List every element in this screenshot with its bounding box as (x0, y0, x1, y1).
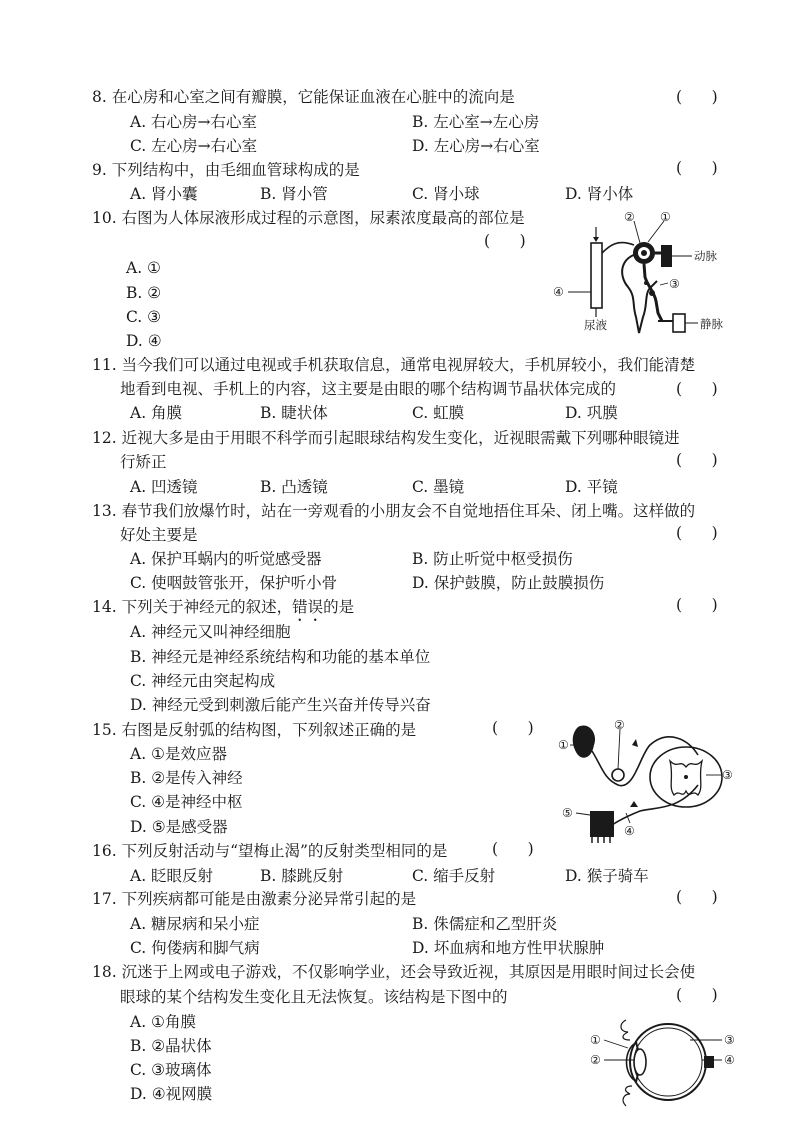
q13-stem-line1: 13. 春节我们放爆竹时，站在一旁观看的小朋友会不自觉地捂住耳朵、闭上嘴。这样做的 (92, 502, 696, 520)
q15-option-d: D. ⑤是感受器 (130, 818, 228, 836)
q11-option-d: D. 巩膜 (565, 404, 618, 422)
eyeball-diagram (590, 1014, 740, 1114)
q11-answer-blank: ( ) (676, 380, 718, 398)
q17-stem: 17. 下列疾病都可能是由激素分泌异常引起的是 (92, 890, 417, 908)
q13-option-b: B. 防止听觉中枢受损伤 (412, 550, 573, 568)
q12-option-c: C. 墨镜 (412, 478, 465, 496)
q14-stem: 14. 下列关于神经元的叙述，错误的是 (92, 598, 355, 616)
q13-stem-line2: 好处主要是 (120, 526, 198, 544)
q10-stem: 10. 右图为人体尿液形成过程的示意图，尿素浓度最高的部位是 (92, 209, 525, 227)
nephron-label-vein: 静脉 (700, 317, 723, 331)
q15-stem: 15. 右图是反射弧的结构图，下列叙述正确的是 (92, 721, 417, 739)
q18-answer-blank: ( ) (676, 986, 718, 1004)
q12-answer-blank: ( ) (676, 451, 718, 469)
q16-option-d: D. 猴子骑车 (565, 867, 649, 885)
q16-option-a: A. 眨眼反射 (130, 867, 214, 885)
q16-option-b: B. 膝跳反射 (260, 867, 344, 885)
reflex-label-4: ④ (624, 824, 635, 838)
q13-option-c: C. 使咽鼓管张开，保护听小骨 (130, 574, 338, 592)
q18-option-c: C. ③玻璃体 (130, 1061, 212, 1079)
eye-label-3: ③ (724, 1033, 735, 1047)
q11-stem-line1: 11. 当今我们可以通过电视或手机获取信息，通常电视屏较大，手机屏较小，我们能清楚 (92, 356, 696, 374)
nephron-diagram (548, 205, 738, 345)
q11-option-a: A. 角膜 (130, 404, 183, 422)
q17-option-c: C. 佝偻病和脚气病 (130, 939, 260, 957)
nephron-label-1: ① (660, 210, 671, 224)
q10-answer-blank: ( ) (484, 232, 526, 250)
nephron-label-3: ③ (669, 277, 680, 291)
q12-option-a: A. 凹透镜 (130, 478, 198, 496)
q18-stem-line2: 眼球的某个结构发生变化且无法恢复。该结构是下图中的 (120, 988, 508, 1006)
nephron-label-2: ② (624, 210, 635, 224)
q8-option-c: C. 左心房→右心室 (130, 137, 258, 155)
q9-option-c: C. 肾小球 (412, 185, 480, 203)
q12-option-d: D. 平镜 (565, 478, 618, 496)
eye-label-2: ② (590, 1053, 601, 1067)
q17-option-d: D. 坏血病和地方性甲状腺肿 (412, 939, 605, 957)
q18-option-b: B. ②晶状体 (130, 1037, 212, 1055)
q9-option-a: A. 肾小囊 (130, 185, 198, 203)
q8-option-b: B. 左心室→左心房 (412, 113, 540, 131)
nephron-label-4: ④ (553, 285, 564, 299)
q14-option-c: C. 神经元由突起构成 (130, 672, 276, 690)
q13-option-d: D. 保护鼓膜，防止鼓膜损伤 (412, 574, 605, 592)
q15-option-b: B. ②是传入神经 (130, 769, 243, 787)
q13-answer-blank: ( ) (676, 524, 718, 542)
q16-stem: 16. 下列反射活动与“望梅止渴”的反射类型相同的是 (92, 842, 448, 860)
q12-option-b: B. 凸透镜 (260, 478, 328, 496)
nephron-label-urine: 尿液 (584, 318, 607, 332)
q12-stem-line1: 12. 近视大多是由于用眼不科学而引起眼球结构发生变化，近视眼需戴下列哪种眼镜进 (92, 429, 680, 447)
reflex-arc-diagram (558, 715, 738, 845)
q12-stem-line2: 行矫正 (120, 453, 167, 471)
eye-label-4: ④ (724, 1053, 735, 1067)
reflex-label-3: ③ (722, 768, 733, 782)
q14-option-d: D. 神经元受到刺激后能产生兴奋并传导兴奋 (130, 696, 431, 714)
q8-answer-blank: ( ) (676, 88, 718, 106)
q15-option-c: C. ④是神经中枢 (130, 793, 243, 811)
q8-stem: 8. 在心房和心室之间有瓣膜，它能保证血液在心脏中的流向是 (92, 88, 515, 106)
q9-option-d: D. 肾小体 (565, 185, 634, 203)
q10-option-a: A. ① (126, 259, 161, 277)
q8-option-a: A. 右心房→右心室 (130, 113, 258, 131)
q17-option-a: A. 糖尿病和呆小症 (130, 915, 260, 933)
q18-option-d: D. ④视网膜 (130, 1085, 213, 1103)
q11-option-b: B. 睫状体 (260, 404, 328, 422)
reflex-label-2: ② (614, 718, 625, 732)
q14-option-b: B. 神经元是神经系统结构和功能的基本单位 (130, 648, 431, 666)
q8-option-d: D. 左心房→右心室 (412, 137, 540, 155)
q10-option-b: B. ② (126, 284, 162, 302)
q15-answer-blank: ( ) (492, 719, 534, 737)
reflex-label-5: ⑤ (562, 806, 573, 820)
q10-option-c: C. ③ (126, 308, 162, 326)
nephron-label-artery: 动脉 (694, 249, 717, 263)
q14-option-a: A. 神经元又叫神经细胞 (130, 623, 291, 641)
q11-stem-line2: 地看到电视、手机上的内容，这主要是由眼的哪个结构调节晶状体完成的 (120, 380, 617, 398)
q9-option-b: B. 肾小管 (260, 185, 328, 203)
q10-option-d: D. ④ (126, 332, 162, 350)
q14-answer-blank: ( ) (676, 596, 718, 614)
q15-option-a: A. ①是效应器 (130, 745, 227, 763)
q18-option-a: A. ①角膜 (130, 1013, 196, 1031)
q17-answer-blank: ( ) (676, 888, 718, 906)
q9-stem: 9. 下列结构中，由毛细血管球构成的是 (92, 161, 360, 179)
reflex-label-1: ① (558, 738, 569, 752)
q9-answer-blank: ( ) (676, 159, 718, 177)
q14-emphasis-word: 错误 (292, 598, 324, 616)
q16-answer-blank: ( ) (492, 840, 534, 858)
eye-label-1: ① (590, 1033, 601, 1047)
q18-stem-line1: 18. 沉迷于上网或电子游戏，不仅影响学业，还会导致近视，其原因是用眼时间过长会使 (92, 963, 696, 981)
q11-option-c: C. 虹膜 (412, 404, 465, 422)
q17-option-b: B. 侏儒症和乙型肝炎 (412, 915, 558, 933)
q13-option-a: A. 保护耳蜗内的听觉感受器 (130, 550, 322, 568)
q16-option-c: C. 缩手反射 (412, 867, 496, 885)
